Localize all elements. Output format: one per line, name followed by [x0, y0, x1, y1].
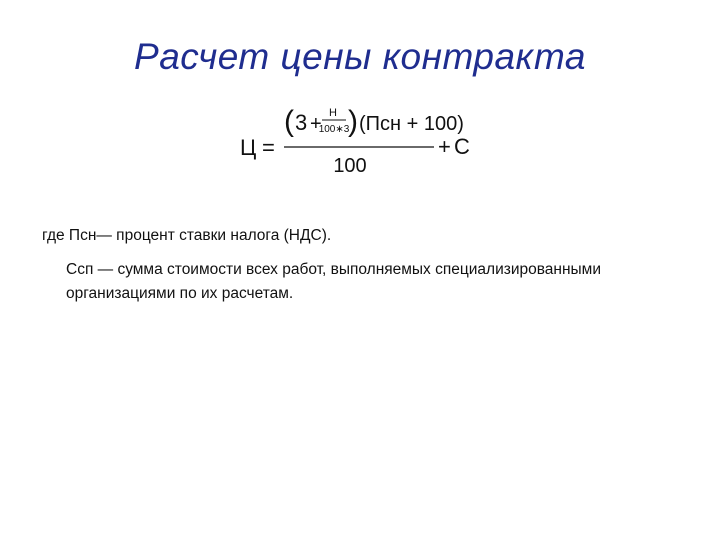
slide-title: Расчет цены контракта	[134, 36, 586, 77]
formula-small-denominator: 100∗3	[318, 124, 350, 135]
formula-equals: =	[262, 135, 275, 160]
definition-ssp: Ссп — сумма стоимости всех работ, выполняемых специализированными организациями по их расчетам.	[66, 261, 601, 303]
formula-group-2: (Псн + 100)	[359, 113, 464, 135]
formula-small-numerator: Н	[329, 107, 337, 119]
formula-lhs: Ц	[240, 135, 257, 160]
formula-denominator: 100	[333, 155, 367, 177]
definitions	[42, 224, 642, 306]
formula-paren-open: (	[284, 105, 294, 138]
definition-psn: где Псн— процент ставки налога (НДС).	[42, 227, 332, 244]
formula-graphic	[240, 98, 480, 188]
price-formula	[240, 98, 480, 188]
formula-three: 3	[295, 110, 308, 135]
formula-plus-1: +	[310, 113, 322, 135]
formula-paren-close: )	[348, 105, 358, 138]
formula-c: С	[454, 134, 470, 159]
formula-plus-2: +	[438, 134, 451, 159]
